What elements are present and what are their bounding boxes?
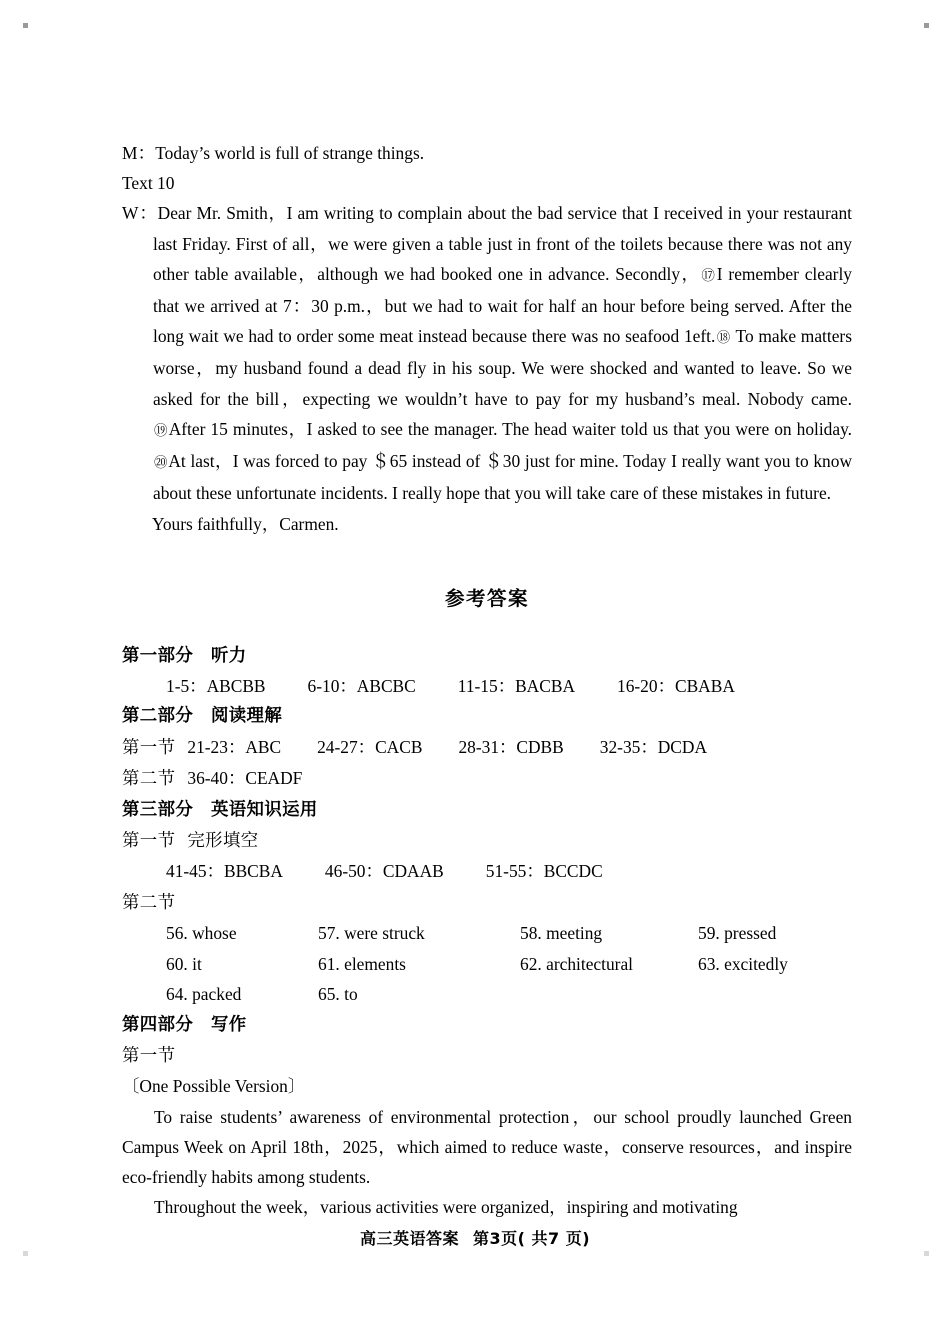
listening-script-block bbox=[122, 138, 852, 540]
footer-subject: 高三英语答案 bbox=[359, 1229, 459, 1248]
script-letter-paragraph bbox=[122, 198, 852, 508]
blank-answer-61: elements bbox=[344, 953, 406, 974]
blank-answer-62: architectural bbox=[546, 953, 634, 974]
part2-section2-row bbox=[122, 763, 852, 794]
answer-group-51-55: 51-55：BCCDC bbox=[485, 861, 603, 882]
part1-answer-row bbox=[122, 671, 852, 701]
blank-answer-59: pressed bbox=[724, 923, 777, 944]
blank-item-59 bbox=[698, 918, 776, 948]
part3-section2-heading bbox=[122, 887, 852, 918]
script-line-male bbox=[122, 138, 852, 168]
blank-number-61: 61. bbox=[318, 953, 340, 974]
section-label-1: 第一节 bbox=[122, 737, 176, 758]
blank-item-57 bbox=[318, 918, 520, 948]
blank-answer-58: meeting bbox=[546, 923, 603, 944]
blank-answer-64: packed bbox=[192, 984, 242, 1005]
part3-section1-heading bbox=[122, 825, 852, 856]
registration-mark-bottom-right bbox=[924, 1251, 929, 1256]
blank-item-62 bbox=[520, 949, 698, 979]
part2-section1-row bbox=[122, 732, 852, 763]
section-label-5: 第一节 bbox=[122, 1045, 176, 1066]
answer-group-46-50: 46-50：CDAAB bbox=[324, 861, 444, 882]
page-content bbox=[122, 138, 852, 1222]
blank-item-63 bbox=[698, 949, 788, 979]
blank-answer-row bbox=[122, 949, 852, 979]
answer-group-1-5: 1-5：ABCBB bbox=[166, 676, 266, 697]
letter-signoff: Yours faithfully，Carmen. bbox=[152, 514, 339, 535]
part4-section1-heading bbox=[122, 1040, 852, 1071]
registration-mark-bottom-left bbox=[23, 1251, 28, 1256]
letter-segment-3: To make matters worse，my husband found a dead fly in his soup. We were shocked and wanted to leave. So we asked for the bill，expecting we wouldn’t have to pay for my husband’s meal. Nobody came. bbox=[153, 326, 852, 409]
blank-item-64 bbox=[166, 979, 318, 1009]
part-heading-4: 第四部分 写作 bbox=[122, 1014, 247, 1035]
blank-number-56: 56. bbox=[166, 923, 188, 944]
section-name-cloze: 完形填空 bbox=[187, 831, 259, 852]
blank-number-57: 57. bbox=[318, 923, 340, 944]
blank-answer-57: were struck bbox=[344, 923, 425, 944]
blank-answer-56: whose bbox=[192, 923, 237, 944]
letter-segment-2: I remember clearly that we arrived at 7：30 p.m.，but we had to wait for half an hour before being served. After the long wait we had to order some meat instead because there was no seafood 1eft. bbox=[153, 263, 853, 347]
answer-group-6-10: 6-10：ABCBC bbox=[307, 676, 416, 697]
section-label-4: 第二节 bbox=[122, 892, 176, 913]
essay-paragraph-1: To raise students’ awareness of environmental protection，our school proudly launched Green Campus Week on April 18th，2025，which aimed to reduce waste，conserve resources，and inspire eco-friendly habits among students. bbox=[122, 1106, 852, 1187]
blank-number-64: 64. bbox=[166, 984, 188, 1005]
speaker-tag-male: M： bbox=[122, 143, 156, 163]
question-marker-18: ⑱ bbox=[716, 330, 731, 346]
speaker-tag-female: W： bbox=[122, 203, 158, 224]
blank-number-60: 60. bbox=[166, 953, 188, 974]
blank-number-62: 62. bbox=[520, 953, 542, 974]
blank-number-63: 63. bbox=[698, 953, 720, 974]
answer-group-16-20: 16-20：CBABA bbox=[617, 676, 735, 697]
letter-segment-5: At last，I was forced to pay ＄65 instead of ＄30 just for mine. Today I really want you to know about these unfortunate incidents. I really hope that you will take care of these mistakes in future. bbox=[153, 451, 853, 504]
blank-item-56 bbox=[166, 918, 318, 948]
letter-segment-4: After 15 minutes，I asked to see the manager. The head waiter told us that you were on holiday. bbox=[168, 418, 853, 439]
answer-key-body bbox=[122, 611, 852, 1223]
possible-version-note: 〔One Possible Version〕 bbox=[122, 1076, 306, 1097]
answer-group-24-27: 24-27：CACB bbox=[317, 736, 423, 757]
part-heading-3: 第三部分 英语知识运用 bbox=[122, 799, 318, 820]
answer-key-title: 参考答案 bbox=[444, 586, 529, 610]
question-marker-19: ⑲ bbox=[154, 422, 168, 438]
section-label-3: 第一节 bbox=[122, 831, 176, 852]
section-label-2: 第二节 bbox=[122, 769, 176, 790]
question-marker-17: ⑰ bbox=[701, 267, 716, 283]
answer-group-32-35: 32-35：DCDA bbox=[599, 736, 708, 757]
script-line-male-text: Today’s world is full of strange things. bbox=[155, 143, 425, 163]
footer-page-number: 第3页( 共7 页) bbox=[472, 1229, 591, 1248]
blank-answer-63: excitedly bbox=[724, 953, 788, 974]
blank-item-65 bbox=[318, 979, 358, 1009]
part-heading-2: 第二部分 阅读理解 bbox=[122, 706, 283, 727]
blank-item-58 bbox=[520, 918, 698, 948]
part-heading-1: 第一部分 听力 bbox=[122, 645, 247, 666]
question-marker-20: ⑳ bbox=[154, 455, 168, 471]
script-text-label: Text 10 bbox=[122, 173, 175, 194]
blank-item-60 bbox=[166, 949, 318, 979]
essay-paragraph-2: Throughout the week，various activities were organized，inspiring and motivating bbox=[154, 1197, 738, 1218]
blank-answer-65: to bbox=[344, 984, 358, 1005]
answer-group-28-31: 28-31：CDBB bbox=[458, 736, 564, 757]
letter-segment-1: Dear Mr. Smith，I am writing to complain about the bad service that I received in your restaurant last Friday. First of all，we were given a table just in front of the toilets because there was not any other table available，although we had booked one in advance. Secondly， bbox=[153, 203, 852, 284]
blank-answer-60: it bbox=[192, 953, 202, 974]
blank-number-65: 65. bbox=[318, 984, 340, 1005]
blank-item-61 bbox=[318, 949, 520, 979]
blank-number-59: 59. bbox=[698, 923, 720, 944]
registration-mark-top-left bbox=[23, 23, 28, 28]
blank-answer-row bbox=[122, 918, 852, 948]
blank-number-58: 58. bbox=[520, 923, 542, 944]
answer-group-11-15: 11-15：BACBA bbox=[457, 676, 575, 697]
answer-group-21-23: 21-23：ABC bbox=[187, 736, 282, 757]
registration-mark-top-right bbox=[924, 23, 929, 28]
page-footer bbox=[0, 1226, 950, 1249]
answer-group-36-40: 36-40：CEADF bbox=[187, 768, 303, 789]
part3-cloze-answer-row bbox=[122, 856, 852, 886]
answer-group-41-45: 41-45：BBCBA bbox=[166, 861, 283, 882]
blank-answer-row bbox=[122, 979, 852, 1009]
